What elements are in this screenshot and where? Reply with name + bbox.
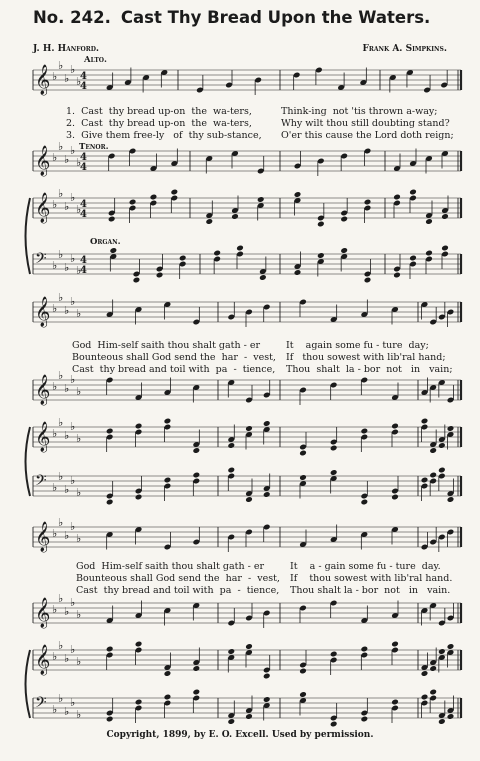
note-head xyxy=(227,467,235,474)
note-head xyxy=(441,213,449,220)
lyric-s1-v2-left: 2. Cast thy bread up-on the wa-ters, xyxy=(66,118,252,129)
note-head xyxy=(340,247,348,254)
note-head xyxy=(391,494,399,501)
hymn-title: Cast Thy Bread Upon the Waters. xyxy=(120,8,431,27)
note-head xyxy=(340,216,348,223)
note-head xyxy=(330,445,338,452)
flat-icon: ♭ xyxy=(58,639,64,652)
flat-icon: ♭ xyxy=(76,486,82,499)
note-head xyxy=(164,477,172,484)
note-head xyxy=(263,673,271,680)
flat-icon: ♭ xyxy=(52,198,58,211)
note-head xyxy=(257,196,265,203)
note-head xyxy=(421,477,429,484)
time-signature: 4 xyxy=(80,81,87,92)
note-head xyxy=(438,442,446,449)
note-head xyxy=(299,450,307,457)
note-head xyxy=(135,699,143,706)
treble-clef-icon: 𝄞 xyxy=(35,193,51,223)
note-head xyxy=(409,189,417,196)
lyric-s3-v1-right: It a - gain some fu - ture day. xyxy=(290,561,441,572)
note-head xyxy=(391,699,399,706)
note-head xyxy=(110,247,118,254)
flat-icon: ♭ xyxy=(70,474,76,487)
time-signature: 4 xyxy=(80,162,87,173)
note-head xyxy=(106,499,114,506)
flat-icon: ♭ xyxy=(70,520,76,533)
note-head xyxy=(135,641,143,648)
lyric-s2-v1-left: God Him-self saith thou shalt gath - er xyxy=(72,340,260,351)
flat-icon: ♭ xyxy=(52,151,58,164)
lyric-s2-v2-right: If thou sowest with lib'ral hand; xyxy=(286,352,446,363)
flat-icon: ♭ xyxy=(76,655,82,668)
treble-clef-icon: 𝄞 xyxy=(35,522,51,552)
flat-icon: ♭ xyxy=(52,70,58,83)
time-signature: 4 xyxy=(80,152,87,163)
note-head xyxy=(409,255,417,262)
note-head xyxy=(330,721,338,728)
note-head xyxy=(135,494,143,501)
note-head xyxy=(429,472,437,479)
piano-brace xyxy=(26,427,31,496)
flat-icon: ♭ xyxy=(58,59,64,72)
flat-icon: ♭ xyxy=(70,144,76,157)
note-head xyxy=(263,696,271,703)
time-signature: 4 xyxy=(80,265,87,276)
note-head xyxy=(106,428,114,435)
piano-brace xyxy=(26,650,31,718)
note-head xyxy=(299,691,307,698)
note-head xyxy=(421,670,429,677)
flat-icon: ♭ xyxy=(64,153,70,166)
tenor-label: Tenor. xyxy=(79,142,109,152)
hymn-number: No. 242. xyxy=(33,8,111,27)
lyric-s3-v1-left: God Him-self saith thou shalt gath - er xyxy=(76,561,264,572)
flat-icon: ♭ xyxy=(52,259,58,272)
flat-icon: ♭ xyxy=(76,708,82,721)
note-head xyxy=(179,255,187,262)
flat-icon: ♭ xyxy=(64,72,70,85)
note-head xyxy=(441,245,449,252)
flat-icon: ♭ xyxy=(52,703,58,716)
treble-clef-icon: 𝄞 xyxy=(35,146,51,176)
note-head xyxy=(421,418,429,425)
flat-icon: ♭ xyxy=(58,592,64,605)
flat-icon: ♭ xyxy=(70,696,76,709)
lyric-s3-v3-right: Thou shalt la - bor not in vain. xyxy=(290,585,451,596)
flat-icon: ♭ xyxy=(76,156,82,169)
note-head xyxy=(447,643,455,650)
treble-clef-icon: 𝄞 xyxy=(35,375,51,405)
lyric-s1-v3-left: 3. Give them free-ly of thy sub-stance, xyxy=(66,130,262,141)
note-head xyxy=(438,648,446,655)
lyric-s2-v2-left: Bounteous shall God send the har - vest, xyxy=(72,352,276,363)
time-signature: 4 xyxy=(80,209,87,220)
note-head xyxy=(438,718,446,725)
flat-icon: ♭ xyxy=(64,200,70,213)
flat-icon: ♭ xyxy=(58,248,64,261)
flat-icon: ♭ xyxy=(76,608,82,621)
note-head xyxy=(425,250,433,257)
treble-clef-icon: 𝄞 xyxy=(35,645,51,675)
composer-credit: Frank A. Simpkins. xyxy=(362,44,447,54)
note-head xyxy=(193,447,201,454)
lyric-s1-v1-right: Think-ing not 'tis thrown a-way; xyxy=(281,106,438,117)
note-head xyxy=(150,194,158,201)
lyric-s1-v2-right: Why wilt thou still doubting stand? xyxy=(281,118,450,129)
flat-icon: ♭ xyxy=(76,385,82,398)
organ-label: Organ. xyxy=(90,237,121,247)
flat-icon: ♭ xyxy=(64,304,70,317)
lyric-s1-v1-left: 1. Cast thy bread up-on the wa-ters, xyxy=(66,106,252,117)
note-head xyxy=(164,694,172,701)
treble-clef-icon: 𝄞 xyxy=(35,598,51,628)
note-head xyxy=(429,665,437,672)
flat-icon: ♭ xyxy=(52,481,58,494)
note-head xyxy=(425,218,433,225)
note-head xyxy=(330,651,338,658)
lyric-s2-v3-left: Cast thy bread and toil with pa - tience, xyxy=(72,364,276,375)
flat-icon: ♭ xyxy=(70,295,76,308)
note-head xyxy=(263,491,271,498)
note-head xyxy=(259,274,267,281)
note-head xyxy=(317,221,325,228)
flat-icon: ♭ xyxy=(64,261,70,274)
note-head xyxy=(361,428,369,435)
bass-clef-icon: 𝄢 xyxy=(35,694,47,715)
note-head xyxy=(299,668,307,675)
flat-icon: ♭ xyxy=(70,252,76,265)
note-head xyxy=(171,189,179,196)
flat-icon: ♭ xyxy=(70,420,76,433)
flat-icon: ♭ xyxy=(76,307,82,320)
note-head xyxy=(193,665,201,672)
flat-icon: ♭ xyxy=(76,432,82,445)
time-signature: 4 xyxy=(80,71,87,82)
flat-icon: ♭ xyxy=(52,427,58,440)
flat-icon: ♭ xyxy=(58,416,64,429)
flat-icon: ♭ xyxy=(64,382,70,395)
flat-icon: ♭ xyxy=(64,429,70,442)
treble-clef-icon: 𝄞 xyxy=(35,65,51,95)
treble-clef-icon: 𝄞 xyxy=(35,422,51,452)
note-head xyxy=(299,474,307,481)
note-head xyxy=(193,472,201,479)
note-head xyxy=(108,216,116,223)
lyric-s3-v3-left: Cast thy bread and toil with pa - tience, xyxy=(76,585,280,596)
bass-clef-icon: 𝄢 xyxy=(35,472,47,493)
lyricist-credit: J. H. Hanford. xyxy=(33,44,100,54)
note-head xyxy=(447,496,455,503)
flat-icon: ♭ xyxy=(58,187,64,200)
flat-icon: ♭ xyxy=(52,302,58,315)
bass-clef-icon: 𝄢 xyxy=(35,250,47,271)
flat-icon: ♭ xyxy=(64,605,70,618)
note-head xyxy=(361,716,369,723)
flat-icon: ♭ xyxy=(58,291,64,304)
note-head xyxy=(156,272,164,279)
flat-icon: ♭ xyxy=(58,369,64,382)
note-head xyxy=(164,670,172,677)
note-head xyxy=(227,718,235,725)
lyric-s2-v3-right: Thou shalt la - bor not in vain; xyxy=(286,364,453,375)
note-head xyxy=(421,694,429,701)
flat-icon: ♭ xyxy=(76,264,82,277)
flat-icon: ♭ xyxy=(58,470,64,483)
lyric-s3-v2-right: If thou sowest with lib'ral hand. xyxy=(290,573,453,584)
note-head xyxy=(364,199,372,206)
note-head xyxy=(447,713,455,720)
note-head xyxy=(393,194,401,201)
note-head xyxy=(231,213,239,220)
flat-icon: ♭ xyxy=(76,203,82,216)
lyric-s1-v3-right: O'er this cause the Lord doth reign; xyxy=(281,130,454,141)
note-head xyxy=(263,420,271,427)
flat-icon: ♭ xyxy=(52,527,58,540)
flat-icon: ♭ xyxy=(70,373,76,386)
time-signature: 4 xyxy=(80,199,87,210)
alto-label: Alto. xyxy=(84,55,107,65)
note-head xyxy=(129,199,137,206)
note-head xyxy=(245,496,253,503)
note-head xyxy=(213,250,221,257)
piano-brace xyxy=(26,198,31,274)
note-head xyxy=(205,218,213,225)
note-head xyxy=(317,252,325,259)
flat-icon: ♭ xyxy=(58,140,64,153)
note-head xyxy=(135,423,143,430)
flat-icon: ♭ xyxy=(76,532,82,545)
note-head xyxy=(361,499,369,506)
lyric-s2-v1-right: It again some fu - ture day; xyxy=(286,340,429,351)
flat-icon: ♭ xyxy=(58,692,64,705)
note-head xyxy=(429,689,437,696)
note-head xyxy=(106,646,114,653)
flat-icon: ♭ xyxy=(70,191,76,204)
flat-icon: ♭ xyxy=(52,603,58,616)
note-head xyxy=(294,191,302,198)
note-head xyxy=(106,716,114,723)
flat-icon: ♭ xyxy=(76,75,82,88)
flat-icon: ♭ xyxy=(64,652,70,665)
note-head xyxy=(364,277,372,284)
flat-icon: ♭ xyxy=(70,643,76,656)
flat-icon: ♭ xyxy=(64,705,70,718)
note-head xyxy=(438,467,446,474)
note-head xyxy=(447,425,455,432)
flat-icon: ♭ xyxy=(70,596,76,609)
note-head xyxy=(361,646,369,653)
note-head xyxy=(227,442,235,449)
note-head xyxy=(227,648,235,655)
note-head xyxy=(245,643,253,650)
flat-icon: ♭ xyxy=(58,516,64,529)
note-head xyxy=(330,469,338,476)
note-head xyxy=(133,277,141,284)
note-head xyxy=(245,713,253,720)
note-head xyxy=(245,425,253,432)
note-head xyxy=(391,641,399,648)
lyric-s3-v2-left: Bounteous shall God send the har - vest, xyxy=(76,573,280,584)
note-head xyxy=(429,447,437,454)
flat-icon: ♭ xyxy=(70,63,76,76)
note-head xyxy=(193,689,201,696)
note-head xyxy=(391,423,399,430)
flat-icon: ♭ xyxy=(64,483,70,496)
note-head xyxy=(393,272,401,279)
treble-clef-icon: 𝄞 xyxy=(35,297,51,327)
flat-icon: ♭ xyxy=(52,380,58,393)
note-head xyxy=(236,245,244,252)
note-head xyxy=(164,418,172,425)
flat-icon: ♭ xyxy=(52,650,58,663)
note-head xyxy=(294,269,302,276)
flat-icon: ♭ xyxy=(64,529,70,542)
copyright-notice: Copyright, 1899, by E. O. Excell. Used by permission. xyxy=(106,730,374,740)
time-signature: 4 xyxy=(80,255,87,266)
